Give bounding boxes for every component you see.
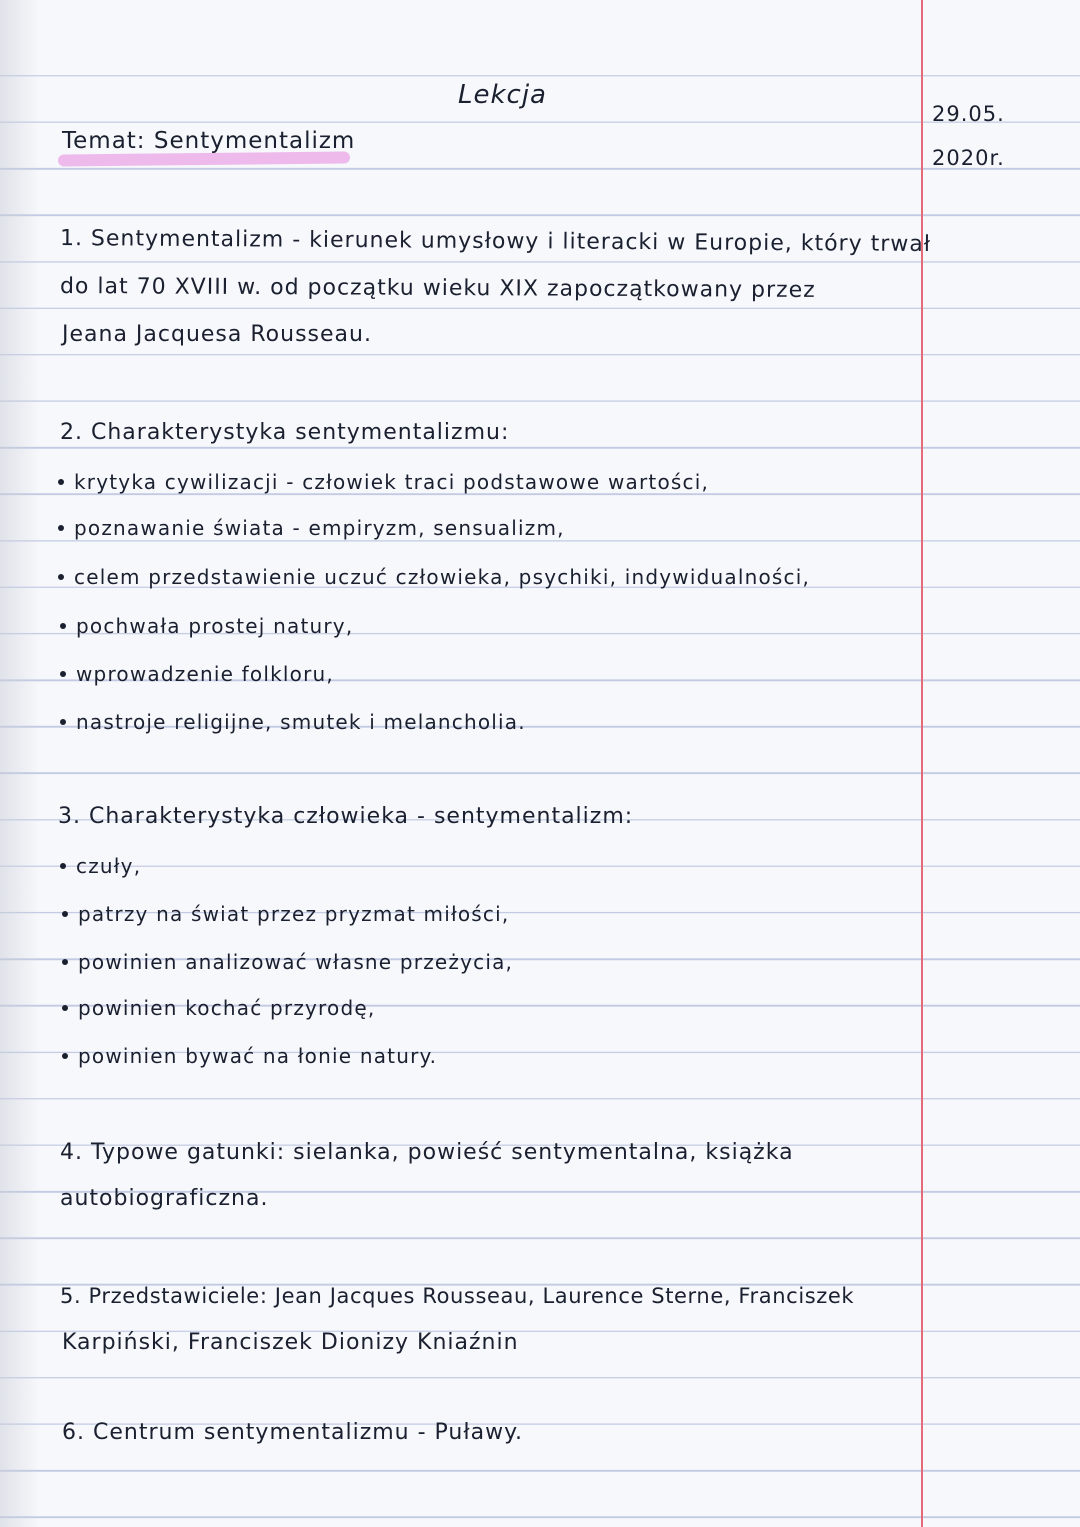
bullet-dot <box>60 863 66 869</box>
bullet-text: nastroje religijne, smutek i melancholia. <box>76 710 526 734</box>
date-day: 29.05. <box>932 102 1005 126</box>
section3-bullet <box>60 854 141 878</box>
bullet-text: patrzy na świat przez pryzmat miłości, <box>78 902 510 926</box>
bullet-text: powinien bywać na łonie natury. <box>78 1044 438 1068</box>
section3-title: 3. Charakterystyka człowieka - sentymentalizm: <box>58 804 634 829</box>
bullet-text: krytyka cywilizacji - człowiek traci podstawowe wartości, <box>74 470 710 494</box>
margin-line <box>921 0 923 1527</box>
bullet-dot <box>60 719 66 725</box>
bullet-text: powinien analizować własne przeżycia, <box>78 950 514 974</box>
section2-bullet <box>58 516 565 540</box>
bullet-dot <box>62 1053 68 1059</box>
section2-bullet <box>58 565 810 589</box>
lesson-heading: Lekcja <box>458 80 547 110</box>
section1-line: do lat 70 XVIII w. od początku wieku XIX zapoczątkowany przez <box>59 274 816 303</box>
section5-line: 5. Przedstawiciele: Jean Jacques Rousseau, Laurence Sterne, Franciszek <box>60 1284 855 1308</box>
bullet-text: pochwała prostej natury, <box>76 614 354 638</box>
section2-bullet <box>60 710 526 734</box>
section3-bullet <box>62 902 509 926</box>
bullet-dot <box>62 959 68 965</box>
topic-title: Temat: Sentymentalizm <box>62 128 356 154</box>
section2-bullet <box>60 614 353 638</box>
section3-bullet <box>62 996 375 1020</box>
page-edge-shadow <box>0 0 40 1527</box>
section2-bullet <box>58 470 709 494</box>
section6-line: 6. Centrum sentymentalizmu - Puławy. <box>62 1420 523 1445</box>
section4-line: autobiograficzna. <box>60 1186 269 1211</box>
section3-bullet <box>62 1044 437 1068</box>
bullet-text: czuły, <box>76 854 142 878</box>
section2-title: 2. Charakterystyka sentymentalizmu: <box>60 420 510 445</box>
bullet-text: celem przedstawienie uczuć człowieka, psychiki, indywidualności, <box>74 565 811 589</box>
date-year: 2020r. <box>932 146 1005 170</box>
section4-line: 4. Typowe gatunki: sielanka, powieść sentymentalna, książka <box>60 1140 794 1165</box>
section1-line: Jeana Jacquesa Rousseau. <box>62 322 372 347</box>
section5-line: Karpiński, Franciszek Dionizy Kniaźnin <box>62 1330 519 1355</box>
section2-bullet <box>60 662 334 686</box>
section3-bullet <box>62 950 513 974</box>
bullet-text: poznawanie świata - empiryzm, sensualizm, <box>74 516 565 540</box>
bullet-dot <box>60 671 66 677</box>
bullet-dot <box>58 525 64 531</box>
bullet-dot <box>58 479 64 485</box>
section1-line: 1. Sentymentalizm - kierunek umysłowy i literacki w Europie, który trwał <box>59 226 932 258</box>
bullet-dot <box>60 623 66 629</box>
bullet-text: powinien kochać przyrodę, <box>78 996 376 1020</box>
bullet-text: wprowadzenie folkloru, <box>76 662 334 686</box>
bullet-dot <box>58 574 64 580</box>
bullet-dot <box>62 911 68 917</box>
bullet-dot <box>62 1005 68 1011</box>
